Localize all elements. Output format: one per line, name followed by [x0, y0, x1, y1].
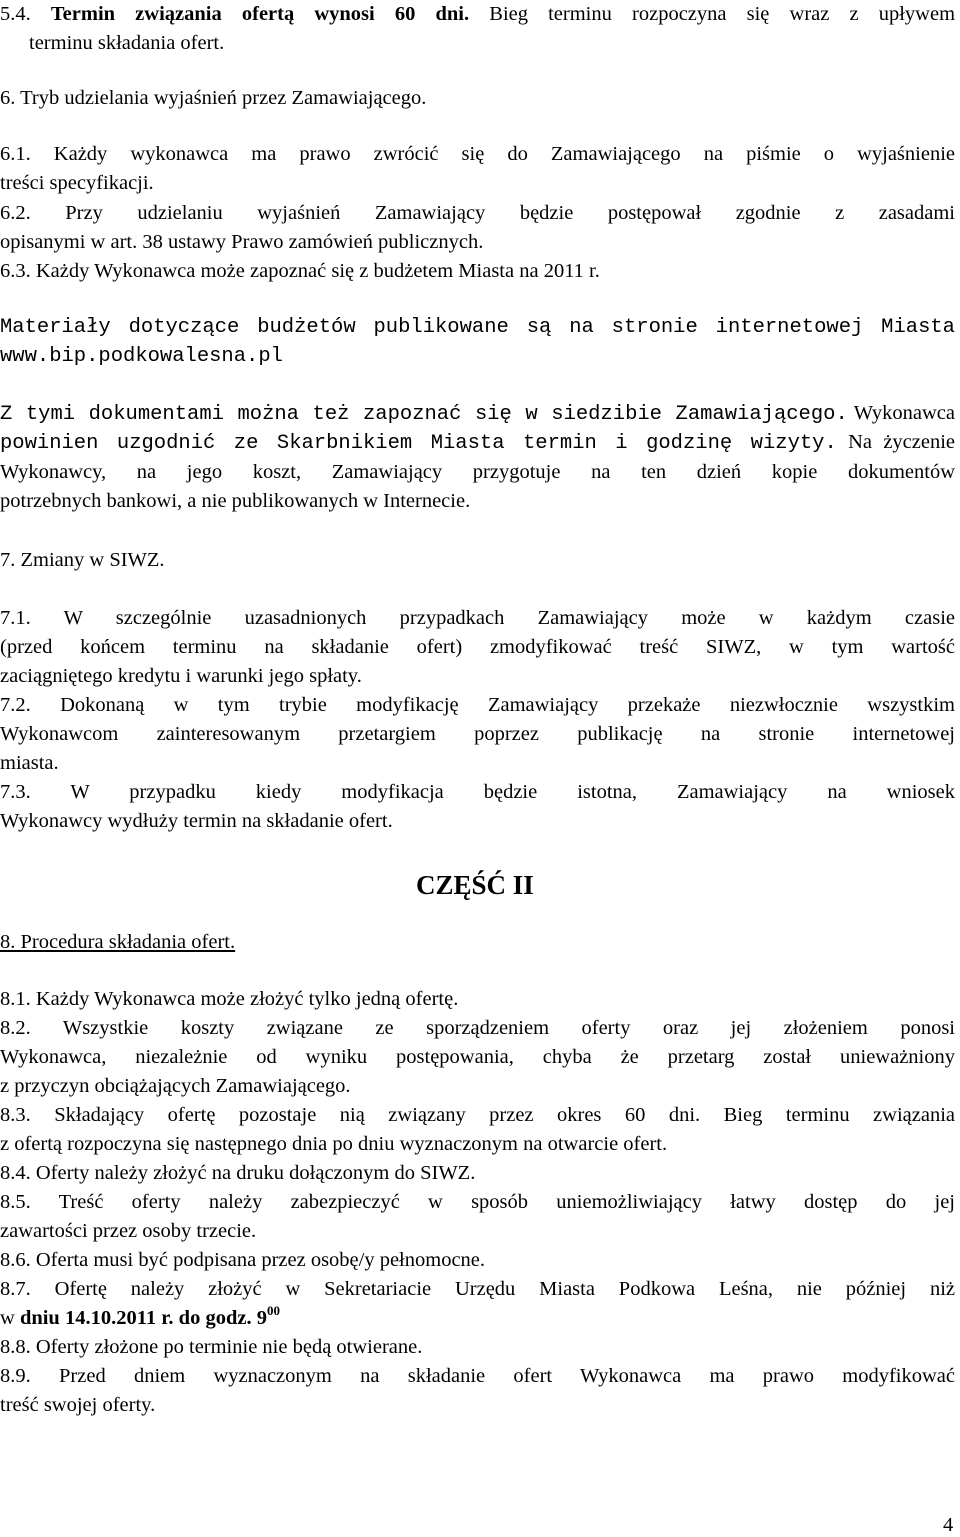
documents-line1: Z tymi dokumentami można też zapoznać się w siedzibie Zamawiającego. Wykonawca — [0, 402, 955, 426]
deadline-text: dniu 14.10.2011 r. do godz. 9 — [19, 1307, 267, 1329]
binding-period-text: Termin związania ofertą wynosi 60 dni. — [50, 3, 470, 25]
section-7-2-line1: 7.2. Dokonaną w tym trybie modyfikację Zamawiający przekaże niezwłocznie wszystkim — [0, 694, 955, 716]
section-7-1-line2: (przed końcem terminu na składanie ofert) zmodyfikować treść SIWZ, w tym wartość — [0, 636, 955, 658]
section-8-title: 8. Procedura składania ofert. — [0, 931, 236, 953]
section-8-3-line1: 8.3. Składający ofertę pozostaje nią związany przez okres 60 dni. Bieg terminu związania — [0, 1104, 955, 1126]
documents-line4: potrzebnych bankowi, a nie publikowanych w Internecie. — [0, 490, 471, 512]
section-8-2-line3: z przyczyn obciążających Zamawiającego. — [0, 1075, 351, 1097]
section-7-3-line2: Wykonawcy wydłuży termin na składanie ofert. — [0, 810, 393, 832]
section-8-4-line1: 8.4. Oferty należy złożyć na druku dołączonym do SIWZ. — [0, 1162, 476, 1184]
section-7-1-line3: zaciągniętego kredytu i warunki jego spłaty. — [0, 665, 362, 687]
section-7-3-line1: 7.3. W przypadku kiedy modyfikacja będzie istotna, Zamawiający na wniosek — [0, 781, 955, 803]
section-8-7-line1: 8.7. Ofertę należy złożyć w Sekretariacie Urzędu Miasta Podkowa Leśna, nie później niż — [0, 1278, 955, 1300]
section-8-5-line2: zawartości przez osoby trzecie. — [0, 1220, 257, 1242]
materials-link[interactable]: www.bip.podkowalesna.pl — [0, 345, 283, 368]
part-heading: CZĘŚĆ II — [416, 870, 534, 900]
section-7-2-line2: Wykonawcom zainteresowanym przetargiem poprzez publikację na stronie internetowej — [0, 723, 955, 745]
section-7-2-line3: miasta. — [0, 752, 59, 774]
documents-line2: powinien uzgodnić ze Skarbnikiem Miasta termin i godzinę wizyty. Na życzenie — [0, 431, 955, 455]
section-7-1-line1: 7.1. W szczególnie uzasadnionych przypadkach Zamawiający może w każdym czasie — [0, 607, 955, 629]
section-8-3-line2: z ofertą rozpoczyna się następnego dnia po dniu wyznaczonym na otwarcie ofert. — [0, 1133, 668, 1155]
section-7-title: 7. Zmiany w SIWZ. — [0, 549, 165, 571]
section-6-3-line1: 6.3. Każdy Wykonawca może zapoznać się z budżetem Miasta na 2011 r. — [0, 260, 600, 282]
page-number: 4 — [943, 1514, 954, 1536]
section-8-7-line2: w dniu 14.10.2011 r. do godz. $9^{00}$ — [0, 1303, 280, 1329]
section-6-2-line2: opisanymi w art. 38 ustawy Prawo zamówień publicznych. — [0, 231, 484, 253]
section-6-1-line2: treści specyfikacji. — [0, 172, 154, 194]
section-5-4-line1: 5.4. Termin związania ofertą wynosi 60 dni. Bieg terminu rozpoczyna się wraz z upływem — [0, 3, 955, 25]
section-6-title: 6. Tryb udzielania wyjaśnień przez Zamawiającego. — [0, 87, 427, 109]
section-8-9-line1: 8.9. Przed dniem wyznaczonym na składanie ofert Wykonawca ma prawo modyfikować — [0, 1365, 955, 1387]
section-8-9-line2: treść swojej oferty. — [0, 1394, 156, 1416]
section-8-5-line1: 8.5. Treść oferty należy zabezpieczyć w sposób uniemożliwiający łatwy dostęp do jej — [0, 1191, 955, 1213]
section-number: 5.4. — [0, 3, 31, 25]
deadline-minutes: 00 — [266, 1303, 280, 1318]
section-8-2-line2: Wykonawca, niezależnie od wyniku postępowania, chyba że przetarg został unieważniony — [0, 1046, 955, 1068]
section-8-8-line1: 8.8. Oferty złożone po terminie nie będą otwierane. — [0, 1336, 423, 1358]
section-6-1-line1: 6.1. Każdy wykonawca ma prawo zwrócić się do Zamawiającego na piśmie o wyjaśnienie — [0, 143, 955, 165]
materials-line1: Materiały dotyczące budżetów publikowane są na stronie internetowej Miasta — [0, 316, 955, 339]
section-8-1-line1: 8.1. Każdy Wykonawca może złożyć tylko jedną ofertę. — [0, 988, 459, 1010]
section-5-4-line2: terminu składania ofert. — [29, 32, 225, 54]
section-8-2-line1: 8.2. Wszystkie koszty związane ze sporządzeniem oferty oraz jej złożeniem ponosi — [0, 1017, 955, 1039]
section-8-6-line1: 8.6. Oferta musi być podpisana przez osobę/y pełnomocne. — [0, 1249, 486, 1271]
section-6-2-line1: 6.2. Przy udzielaniu wyjaśnień Zamawiający będzie postępował zgodnie z zasadami — [0, 202, 955, 224]
documents-line3: Wykonawcy, na jego koszt, Zamawiający przygotuje na ten dzień kopie dokumentów — [0, 461, 955, 483]
